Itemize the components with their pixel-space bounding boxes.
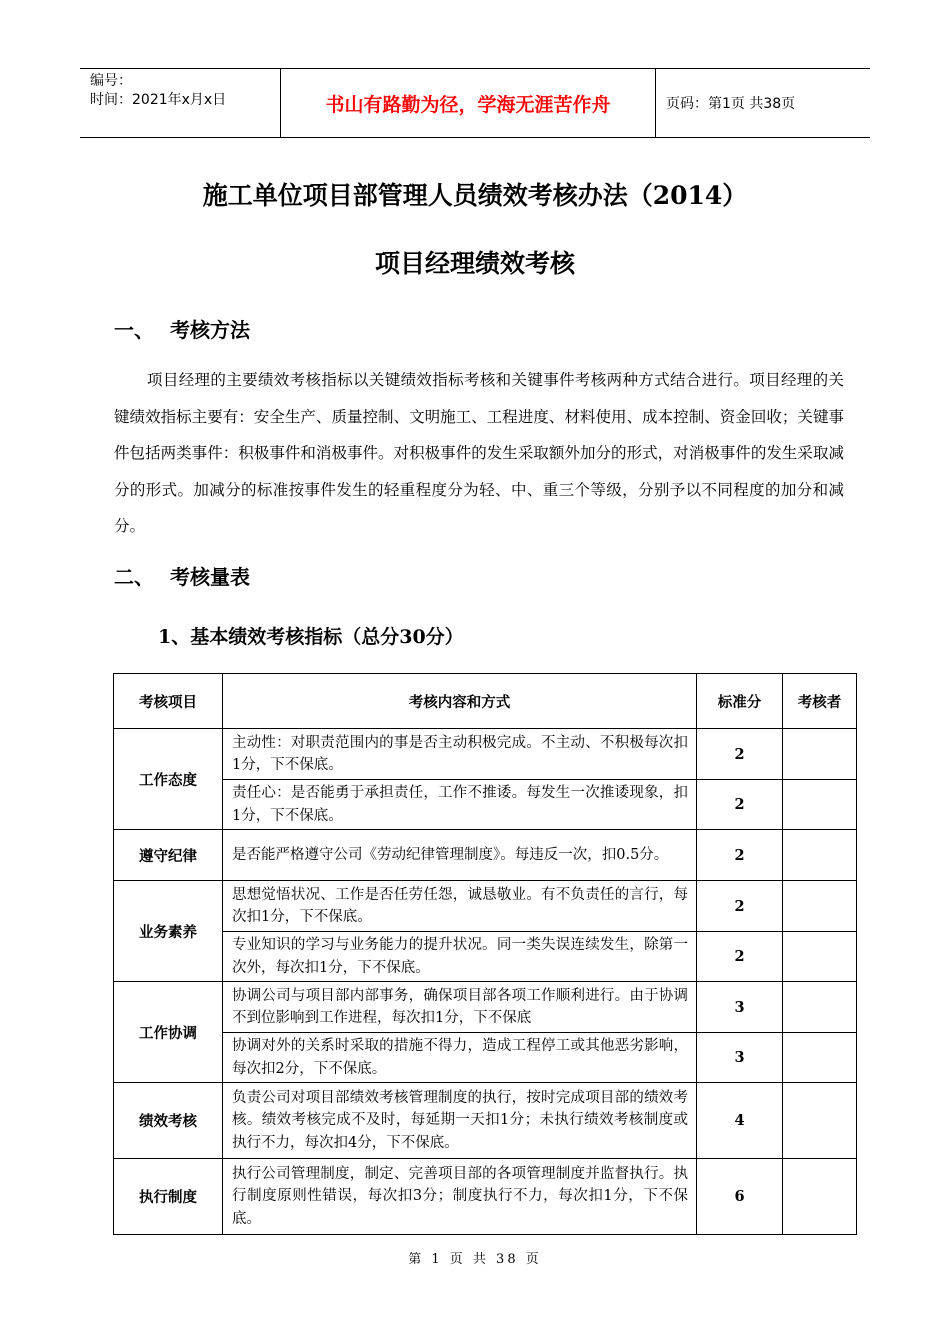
motto: 书山有路勤为径，学海无涯苦作舟 bbox=[280, 69, 656, 137]
assessment-content: 是否能严格遵守公司《劳动纪律管理制度》。每违反一次，扣0.5分。 bbox=[223, 830, 697, 881]
assessment-content: 负责公司对项目部绩效考核管理制度的执行，按时完成项目部的绩效考核。绩效考核完成不及时，每延期一天扣1分；未执行绩效考核制度或执行不力，每次扣4分，下不保底。 bbox=[223, 1083, 697, 1159]
section-number: 二、 bbox=[114, 565, 154, 589]
column-header: 标准分 bbox=[697, 674, 783, 729]
page-footer: 第 1 页 共 38 页 bbox=[408, 1252, 542, 1267]
header-meta bbox=[80, 69, 280, 137]
assessment-table bbox=[113, 673, 857, 1235]
page-info: 页码：第1页 共38页 bbox=[666, 96, 796, 112]
number-label: 编号： bbox=[90, 73, 132, 89]
table-row bbox=[114, 780, 857, 830]
section-number: 一、 bbox=[114, 318, 154, 342]
column-header: 考核内容和方式 bbox=[223, 674, 697, 729]
table-row bbox=[114, 1159, 857, 1235]
assessment-item: 业务素养 bbox=[114, 881, 223, 982]
section-title: 考核方法 bbox=[170, 318, 250, 342]
column-header: 考核项目 bbox=[114, 674, 223, 729]
table-row bbox=[114, 982, 857, 1033]
assessment-content: 责任心：是否能勇于承担责任，工作不推诿。每发生一次推诿现象，扣1分，下不保底。 bbox=[223, 780, 697, 830]
standard-score: 2 bbox=[697, 881, 783, 932]
subsection-heading: 1、基本绩效考核指标（总分30分） bbox=[158, 626, 464, 648]
standard-score: 2 bbox=[697, 780, 783, 830]
section-heading-1 bbox=[114, 314, 250, 343]
assessor-cell[interactable] bbox=[783, 982, 857, 1033]
assessment-item: 执行制度 bbox=[114, 1159, 223, 1235]
table-row bbox=[114, 1033, 857, 1083]
assessor-cell[interactable] bbox=[783, 1083, 857, 1159]
document-subtitle: 项目经理绩效考核 bbox=[374, 249, 575, 278]
assessor-cell[interactable] bbox=[783, 1159, 857, 1235]
assessor-cell[interactable] bbox=[783, 932, 857, 982]
assessment-item: 遵守纪律 bbox=[114, 830, 223, 881]
table-header-row bbox=[114, 674, 857, 729]
table-row bbox=[114, 830, 857, 881]
column-header: 考核者 bbox=[783, 674, 857, 729]
assessment-item: 工作态度 bbox=[114, 729, 223, 830]
assessor-cell[interactable] bbox=[783, 780, 857, 830]
assessment-content: 思想觉悟状况、工作是否任劳任怨，诚恳敬业。有不负责任的言行，每次扣1分，下不保底。 bbox=[223, 881, 697, 932]
table-row bbox=[114, 1083, 857, 1159]
assessment-content: 主动性：对职责范围内的事是否主动积极完成。不主动、不积极每次扣1分，下不保底。 bbox=[223, 729, 697, 780]
page-header bbox=[80, 68, 870, 138]
assessment-item: 绩效考核 bbox=[114, 1083, 223, 1159]
standard-score: 2 bbox=[697, 830, 783, 881]
table-row bbox=[114, 729, 857, 780]
standard-score: 6 bbox=[697, 1159, 783, 1235]
section-title: 考核量表 bbox=[170, 565, 250, 589]
time-label: 时间：2021年x月x日 bbox=[90, 92, 227, 108]
standard-score: 2 bbox=[697, 932, 783, 982]
assessor-cell[interactable] bbox=[783, 830, 857, 881]
standard-score: 3 bbox=[697, 982, 783, 1033]
assessor-cell[interactable] bbox=[783, 881, 857, 932]
standard-score: 3 bbox=[697, 1033, 783, 1083]
document-title: 施工单位项目部管理人员绩效考核办法（2014） bbox=[202, 181, 748, 210]
table-row bbox=[114, 881, 857, 932]
assessment-item: 工作协调 bbox=[114, 982, 223, 1083]
section-heading-2 bbox=[114, 561, 250, 590]
standard-score: 2 bbox=[697, 729, 783, 780]
assessor-cell[interactable] bbox=[783, 729, 857, 780]
assessor-cell[interactable] bbox=[783, 1033, 857, 1083]
assessment-content: 执行公司管理制度，制定、完善项目部的各项管理制度并监督执行。执行制度原则性错误，每次扣3分；制度执行不力，每次扣1分，下不保底。 bbox=[223, 1159, 697, 1235]
assessment-content: 协调对外的关系时采取的措施不得力，造成工程停工或其他恶劣影响，每次扣2分，下不保底。 bbox=[223, 1033, 697, 1083]
standard-score: 4 bbox=[697, 1083, 783, 1159]
table-row bbox=[114, 932, 857, 982]
assessment-content: 协调公司与项目部内部事务，确保项目部各项工作顺利进行。由于协调不到位影响到工作进程，每次扣1分，下不保底 bbox=[223, 982, 697, 1033]
section-body: 项目经理的主要绩效考核指标以关键绩效指标考核和关键事件考核两种方式结合进行。项目经理的关键绩效指标主要有：安全生产、质量控制、文明施工、工程进度、材料使用、成本控制、资金回收；关键事件包括两类事件：积极事件和消极事件。对积极事件的发生采取额外加分的形式，对消极事件的发生采取减分的形式。加减分的标准按事件发生的轻重程度分为轻、中、重三个等级，分别予以不同程度的加分和减分。 bbox=[114, 371, 844, 535]
assessment-content: 专业知识的学习与业务能力的提升状况。同一类失误连续发生，除第一次外，每次扣1分，下不保底。 bbox=[223, 932, 697, 982]
